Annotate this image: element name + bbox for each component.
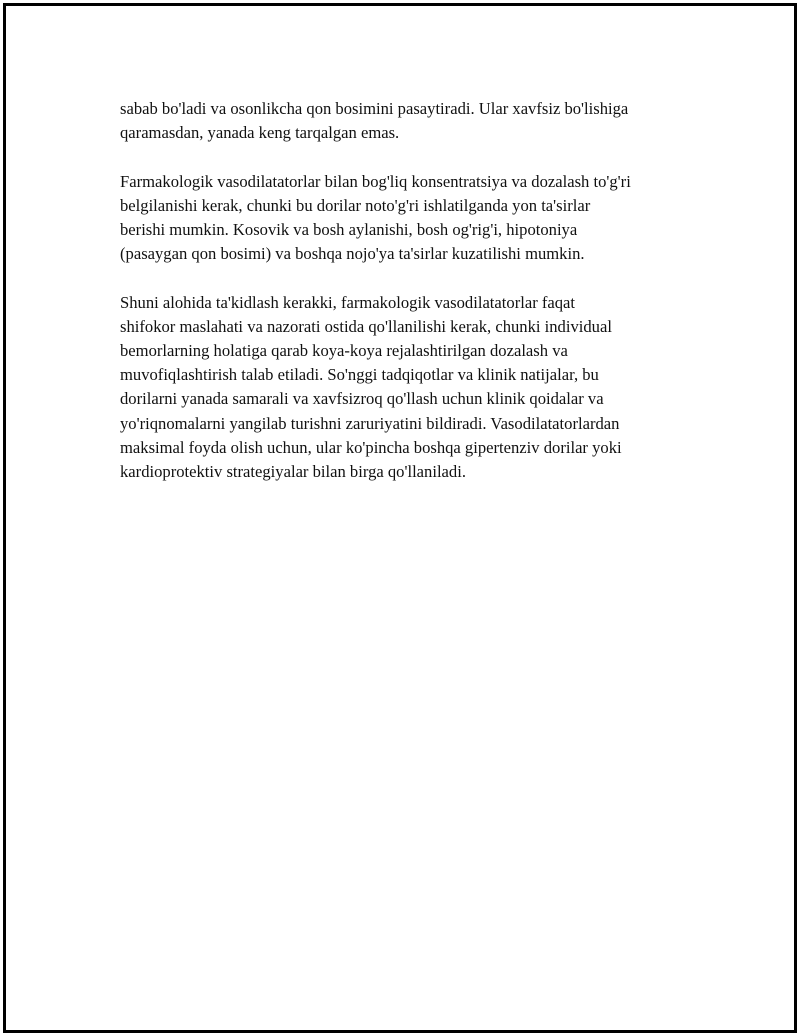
text-line: Farmakologik vasodilatatorlar bilan bog'liq konsentratsiya va dozalash to'g'ri: [120, 171, 631, 191]
document-body: [120, 97, 710, 508]
text-line: dorilarni yanada samarali va xavfsizroq qo'llash uchun klinik qoidalar va: [120, 389, 604, 409]
text-line: (pasaygan qon bosimi) va boshqa nojo'ya ta'sirlar kuzatilishi mumkin.: [120, 244, 585, 264]
text-line: yo'riqnomalarni yangilab turishni zaruriyatini bildiradi. Vasodilatatorlardan: [120, 413, 620, 433]
text-line: Shuni alohida ta'kidlash kerakki, farmakologik vasodilatatorlar faqat: [120, 292, 576, 312]
text-line: qaramasdan, yanada keng tarqalgan emas.: [120, 123, 400, 143]
paragraph-2: [120, 170, 710, 267]
text-line: sabab bo'ladi va osonlikcha qon bosimini pasaytiradi. Ular xavfsiz bo'lishiga: [120, 99, 629, 118]
text-line: bemorlarning holatiga qarab koya-koya rejalashtirilgan dozalash va: [120, 341, 568, 360]
text-line: belgilanishi kerak, chunki bu dorilar noto'g'ri ishlatilganda yon ta'sirlar: [120, 195, 591, 215]
text-line: kardioprotektiv strategiyalar bilan birga qo'llaniladi.: [120, 462, 466, 482]
paragraph-1: [120, 97, 710, 145]
text-line: shifokor maslahati va nazorati ostida qo'llanilishi kerak, chunki individual: [120, 316, 612, 336]
text-line: maksimal foyda olish uchun, ular ko'pincha boshqa gipertenziv dorilar yoki: [120, 437, 622, 457]
paragraph-3: [120, 291, 710, 485]
document-page: [3, 3, 797, 1033]
text-line: berishi mumkin. Kosovik va bosh aylanishi, bosh og'rig'i, hipotoniya: [120, 220, 578, 239]
text-line: muvofiqlashtirish talab etiladi. So'nggi tadqiqotlar va klinik natijalar, bu: [120, 365, 599, 385]
